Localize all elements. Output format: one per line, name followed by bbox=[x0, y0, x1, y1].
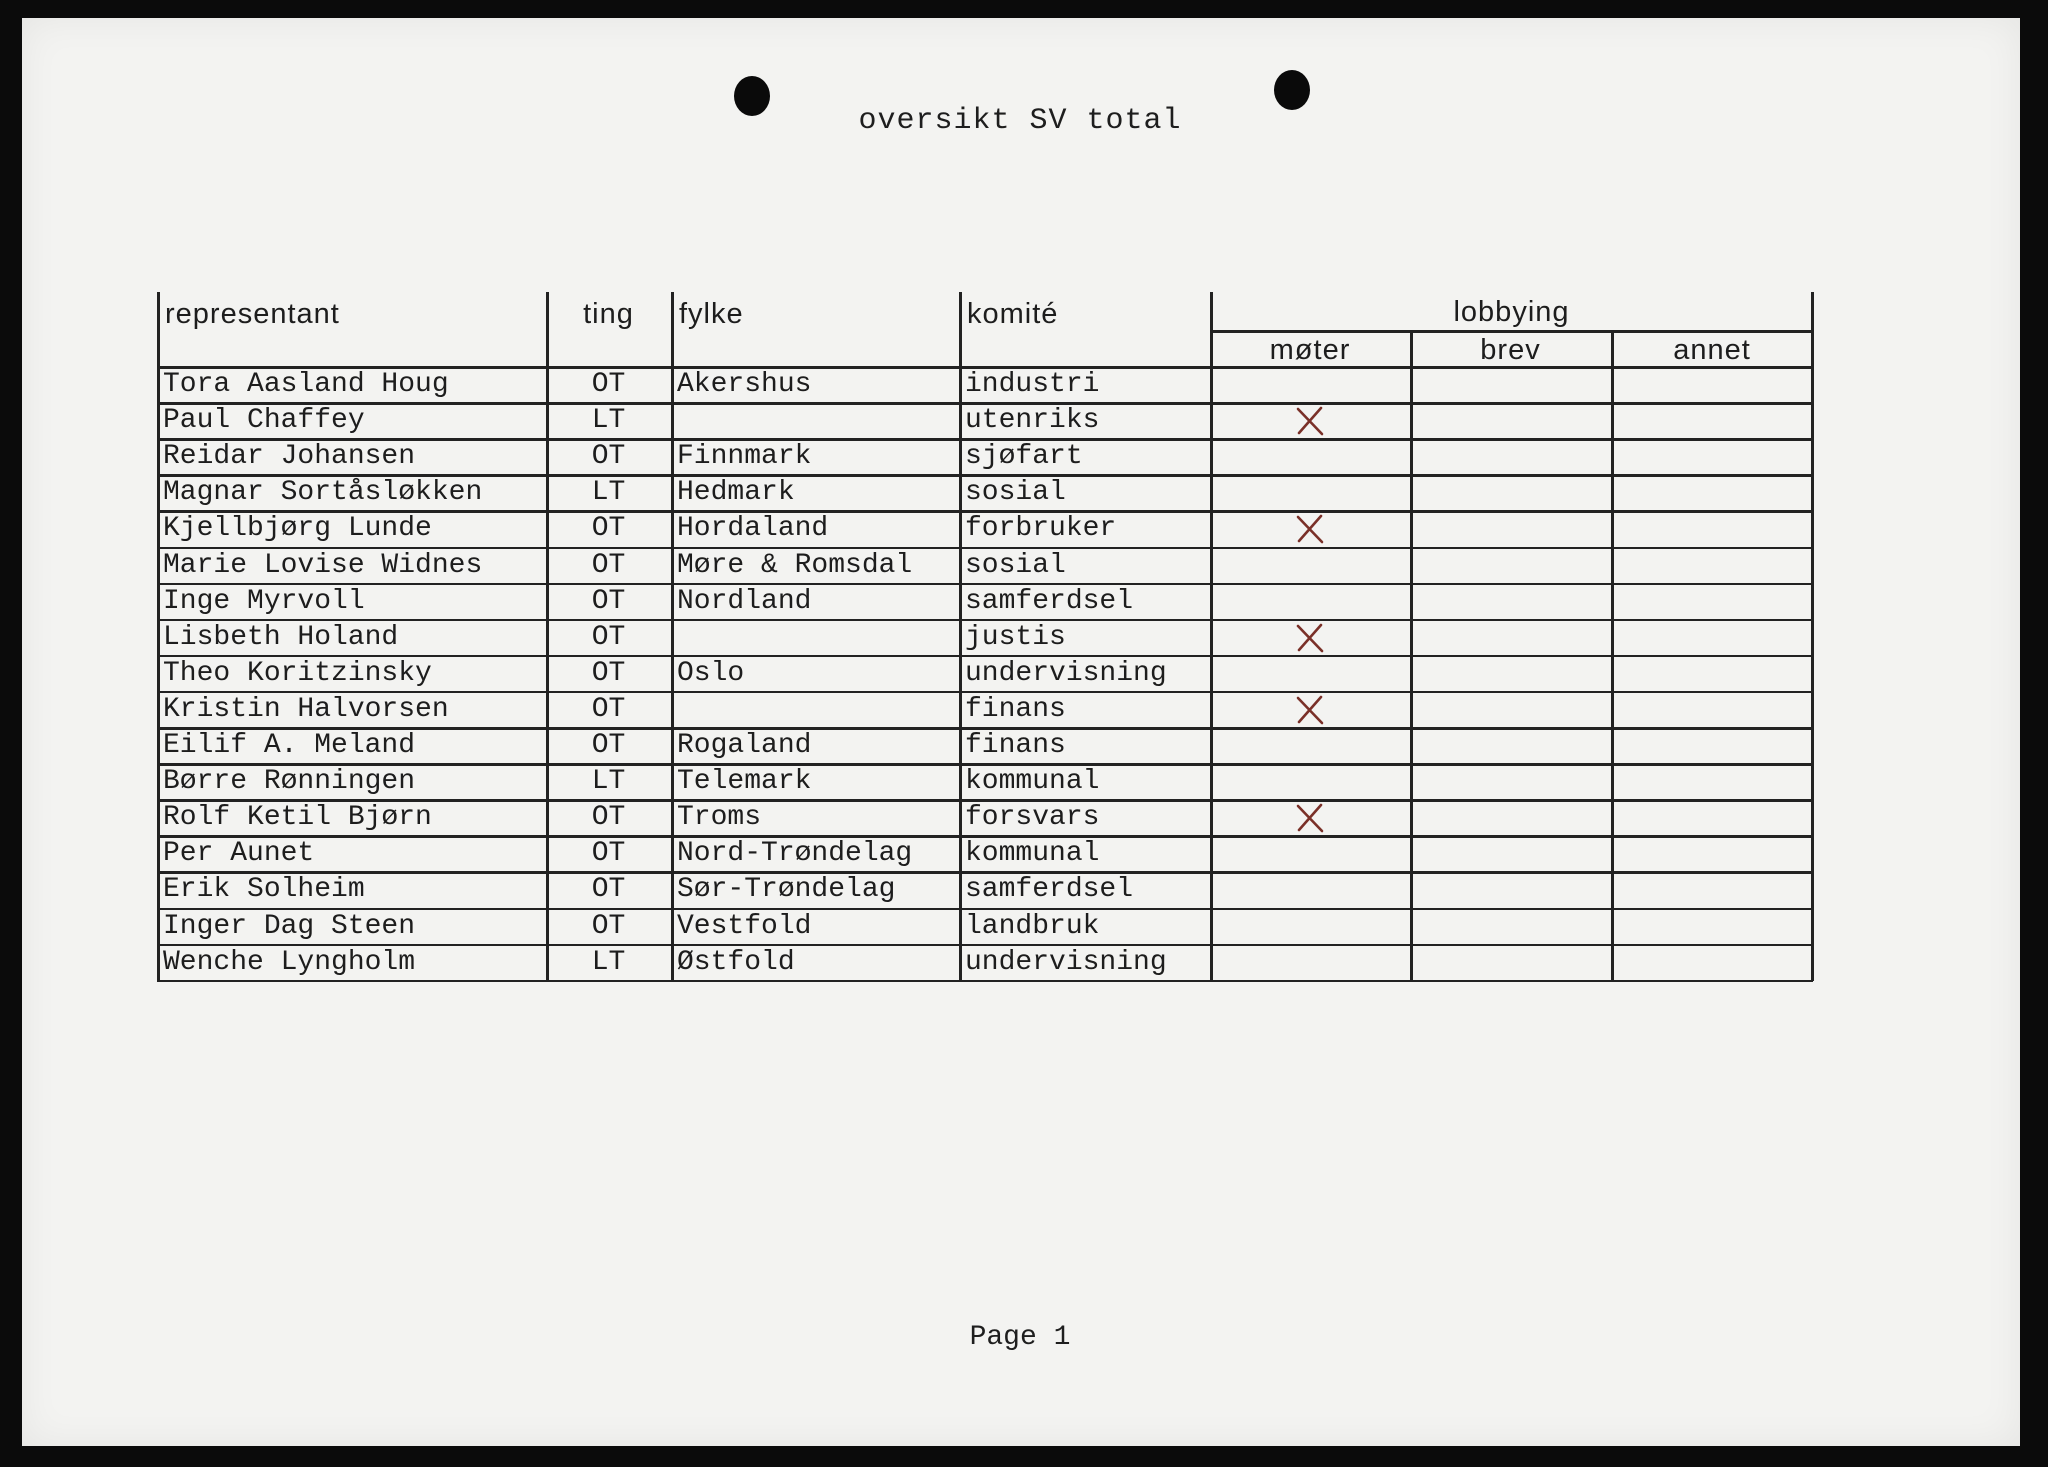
cell-representant: Tora Aasland Houg bbox=[163, 369, 449, 400]
cell-representant: Marie Lovise Widnes bbox=[163, 549, 483, 581]
table-border-right bbox=[1811, 292, 1814, 981]
col-divider-komite bbox=[959, 292, 962, 981]
cell-fylke: Finnmark bbox=[677, 441, 812, 473]
cell-representant: Reidar Johansen bbox=[163, 441, 416, 473]
cell-representant: Per Aunet bbox=[163, 838, 315, 870]
page-number: Page 1 bbox=[969, 1322, 1071, 1353]
cell-komite: justis bbox=[965, 621, 1066, 653]
cell-fylke: Hordaland bbox=[677, 513, 829, 545]
cell-fylke: Oslo bbox=[677, 657, 745, 689]
cell-ting: OT bbox=[591, 621, 626, 653]
cell-komite: utenriks bbox=[965, 405, 1100, 437]
hand-drawn-x-icon bbox=[1294, 405, 1326, 437]
cell-ting: OT bbox=[591, 838, 626, 870]
cell-fylke: Akershus bbox=[677, 369, 812, 400]
cell-representant: Kristin Halvorsen bbox=[163, 693, 449, 725]
cell-fylke: Vestfold bbox=[677, 910, 812, 942]
cell-representant: Paul Chaffey bbox=[163, 405, 365, 437]
cell-ting: OT bbox=[591, 657, 626, 689]
cell-komite: sosial bbox=[965, 549, 1066, 581]
cell-komite: finans bbox=[965, 693, 1066, 725]
cell-ting: OT bbox=[591, 910, 626, 942]
cell-ting: OT bbox=[591, 513, 626, 545]
cell-ting: LT bbox=[591, 766, 626, 798]
cell-representant: Lisbeth Holand bbox=[163, 621, 399, 653]
header-fylke: fylke bbox=[679, 298, 744, 330]
hand-drawn-x-icon bbox=[1294, 622, 1326, 654]
header-komite: komité bbox=[967, 298, 1059, 330]
cell-fylke: Telemark bbox=[677, 766, 812, 798]
cell-komite: kommunal bbox=[965, 838, 1100, 870]
cell-komite: sjøfart bbox=[965, 441, 1083, 473]
cell-fylke: Østfold bbox=[677, 946, 795, 978]
cell-representant: Kjellbjørg Lunde bbox=[163, 513, 432, 545]
cell-representant: Theo Koritzinsky bbox=[163, 657, 432, 689]
cell-ting: OT bbox=[591, 730, 626, 761]
cell-fylke: Hedmark bbox=[677, 477, 795, 509]
cell-ting: OT bbox=[591, 549, 626, 581]
cell-ting: OT bbox=[591, 693, 626, 725]
cell-ting: OT bbox=[591, 874, 626, 906]
header-brev: brev bbox=[1480, 334, 1541, 366]
cell-komite: forsvars bbox=[965, 802, 1100, 834]
table-border-left bbox=[157, 292, 160, 981]
header-annet: annet bbox=[1673, 334, 1751, 366]
cell-fylke: Sør-Trøndelag bbox=[677, 874, 896, 906]
cell-representant: Eilif A. Meland bbox=[163, 730, 416, 761]
cell-representant: Inge Myrvoll bbox=[163, 585, 365, 617]
col-divider-moter bbox=[1210, 292, 1213, 981]
cell-komite: undervisning bbox=[965, 946, 1167, 978]
cell-komite: forbruker bbox=[965, 513, 1117, 545]
cell-fylke: Nord-Trøndelag bbox=[677, 838, 913, 870]
cell-fylke: Rogaland bbox=[677, 730, 812, 761]
cell-fylke: Troms bbox=[677, 802, 762, 834]
cell-komite: undervisning bbox=[965, 657, 1167, 689]
cell-komite: samferdsel bbox=[965, 585, 1134, 617]
cell-komite: finans bbox=[965, 730, 1066, 761]
cell-komite: samferdsel bbox=[965, 874, 1134, 906]
cell-representant: Wenche Lyngholm bbox=[163, 946, 416, 978]
cell-komite: kommunal bbox=[965, 766, 1100, 798]
col-divider-fylke bbox=[671, 292, 674, 981]
cell-ting: LT bbox=[591, 946, 626, 978]
cell-ting: LT bbox=[591, 477, 626, 509]
cell-representant: Børre Rønningen bbox=[163, 766, 416, 798]
hand-drawn-x-icon bbox=[1294, 802, 1326, 834]
hand-drawn-x-icon bbox=[1294, 513, 1326, 545]
cell-komite: industri bbox=[965, 369, 1100, 400]
cell-fylke: Nordland bbox=[677, 585, 812, 617]
cell-ting: OT bbox=[591, 585, 626, 617]
header-moter: møter bbox=[1269, 334, 1351, 366]
header-lobbying: lobbying bbox=[1453, 296, 1570, 328]
cell-representant: Rolf Ketil Bjørn bbox=[163, 802, 432, 834]
hand-drawn-x-icon bbox=[1294, 694, 1326, 726]
cell-komite: landbruk bbox=[965, 910, 1100, 942]
cell-representant: Magnar Sortåsløkken bbox=[163, 477, 483, 509]
header-ting: ting bbox=[583, 298, 634, 330]
cell-ting: OT bbox=[591, 369, 626, 400]
cell-ting: OT bbox=[591, 802, 626, 834]
cell-representant: Inger Dag Steen bbox=[163, 910, 416, 942]
document-title: oversikt SV total bbox=[858, 104, 1182, 138]
cell-ting: OT bbox=[591, 441, 626, 473]
cell-representant: Erik Solheim bbox=[163, 874, 365, 906]
cell-fylke: Møre & Romsdal bbox=[677, 549, 913, 581]
header-representant: representant bbox=[165, 298, 340, 330]
cell-ting: LT bbox=[591, 405, 626, 437]
cell-komite: sosial bbox=[965, 477, 1066, 509]
